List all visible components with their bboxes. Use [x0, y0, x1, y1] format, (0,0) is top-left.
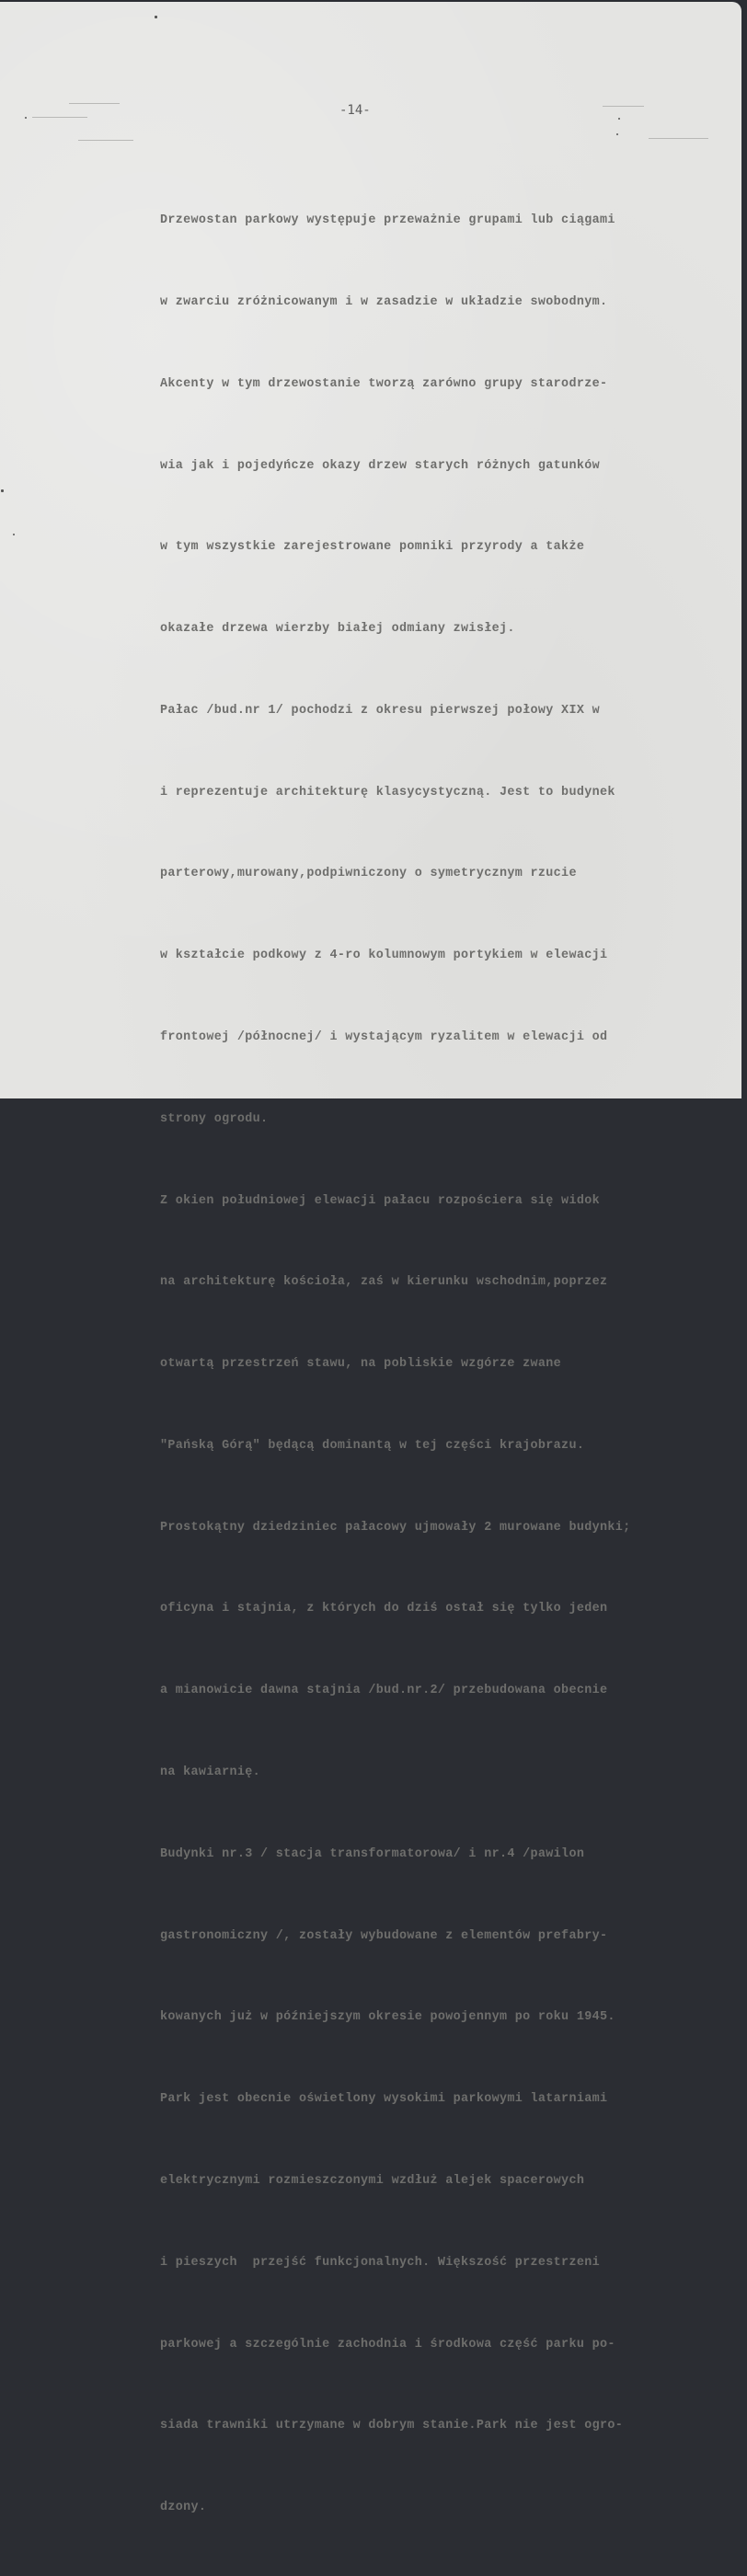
text-line: wia jak i pojedyńcze okazy drzew starych różnych gatunków — [160, 458, 600, 473]
text-line: "Pańską Górą" będącą dominantą w tej części krajobrazu. — [160, 1438, 585, 1453]
text-line: elektrycznymi rozmieszczonymi wzdłuż alejek spacerowych — [160, 2173, 585, 2188]
scan-speck — [13, 534, 15, 535]
text-line: a mianowicie dawna stajnia /bud.nr.2/ przebudowana obecnie — [160, 1684, 608, 1698]
text-line: w zwarciu zróżnicowanym i w zasadzie w układzie swobodnym. — [160, 294, 608, 309]
body-text — [160, 153, 740, 2576]
text-line: frontowej /północnej/ i wystającym ryzalitem w elewacji od — [160, 1030, 608, 1044]
text-line: i pieszych przejść funkcjonalnych. Większość przestrzeni — [160, 2255, 600, 2270]
scan-speck — [616, 133, 618, 135]
text-line: na architekturę kościoła, zaś w kierunku wschodnim,poprzez — [160, 1275, 608, 1290]
text-line: strony ogrodu. — [160, 1111, 269, 1126]
margin-dash — [649, 138, 708, 139]
text-line: i reprezentuje architekturę klasycystyczną. Jest to budynek — [160, 785, 615, 799]
margin-dash — [32, 117, 87, 118]
typewritten-page — [0, 2, 741, 2515]
text-line: parterowy,murowany,podpiwniczony o symetrycznym rzucie — [160, 867, 577, 881]
text-line: kowanych już w późniejszym okresie powojennym po roku 1945. — [160, 2010, 615, 2025]
text-line: w kształcie podkowy z 4-ro kolumnowym portykiem w elewacji — [160, 949, 608, 963]
scan-speck — [618, 118, 620, 120]
text-line: na kawiarnię. — [160, 1765, 261, 1780]
page-number: -14- — [339, 103, 371, 118]
scan-speck — [25, 117, 27, 119]
margin-dash — [78, 140, 133, 141]
scan-speck — [1, 489, 4, 492]
text-line: Akcenty w tym drzewostanie tworzą zarówno grupy starodrze- — [160, 376, 608, 391]
text-line: gastronomiczny /, zostały wybudowane z elementów prefabry- — [160, 1928, 608, 1943]
text-line: Budynki nr.3 / stacja transformatorowa/ i nr.4 /pawilon — [160, 1846, 585, 1861]
text-line: parkowej a szczególnie zachodnia i środkowa część parku po- — [160, 2337, 615, 2352]
text-line: Z okien południowej elewacji pałacu rozpościera się widok — [160, 1193, 600, 1208]
text-line: oficyna i stajnia, z których do dziś ostał się tylko jeden — [160, 1602, 608, 1616]
margin-dash — [603, 106, 644, 107]
text-line: Drzewostan parkowy występuje przeważnie grupami lub ciągami — [160, 213, 615, 228]
text-line: otwartą przestrzeń stawu, na pobliskie wzgórze zwane — [160, 1357, 562, 1372]
text-line: Pałac /bud.nr 1/ pochodzi z okresu pierwszej połowy XIX w — [160, 703, 600, 718]
scan-speck — [155, 16, 157, 18]
text-line: siada trawniki utrzymane w dobrym stanie.Park nie jest ogro- — [160, 2419, 624, 2433]
text-line: Park jest obecnie oświetlony wysokimi parkowymi latarniami — [160, 2092, 608, 2107]
text-line: okazałe drzewa wierzby białej odmiany zwisłej. — [160, 622, 515, 637]
text-line: Prostokątny dziedziniec pałacowy ujmowały 2 murowane budynki; — [160, 1520, 631, 1535]
text-line: dzony. — [160, 2501, 207, 2515]
text-line: w tym wszystkie zarejestrowane pomniki przyrody a także — [160, 540, 585, 555]
margin-dash — [69, 103, 120, 104]
